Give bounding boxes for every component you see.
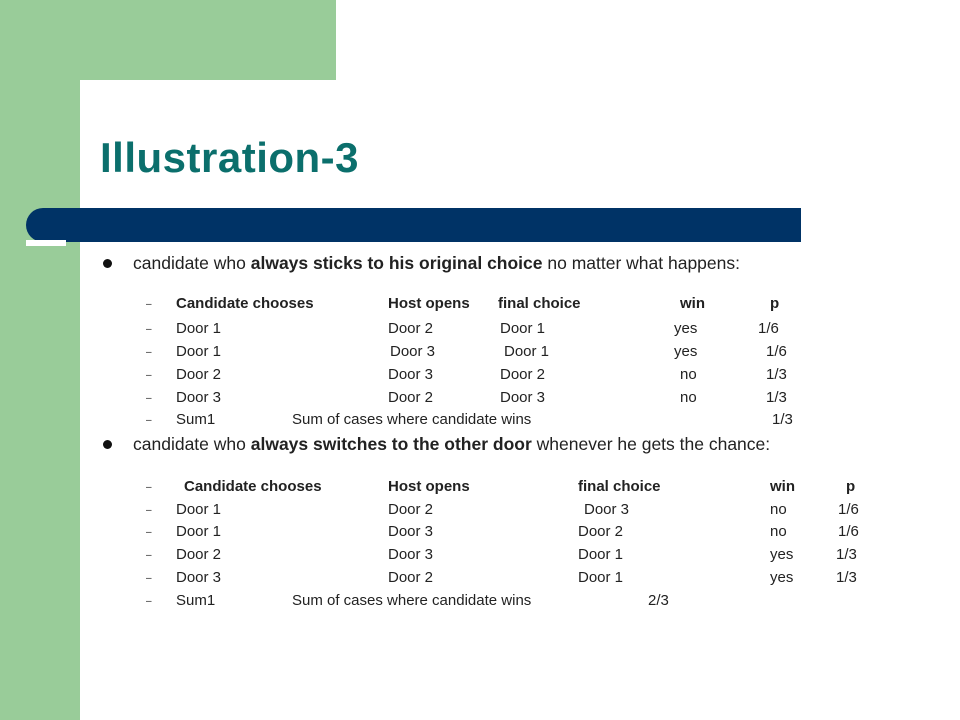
bullet-switch-strategy — [133, 434, 833, 454]
cell-host: Door 3 — [388, 366, 434, 383]
dash-marker: – — [146, 482, 152, 493]
cell-win: no — [770, 523, 787, 540]
cell-p: 1/3 — [836, 546, 857, 563]
cell-win: no — [770, 501, 787, 518]
dash-marker: – — [146, 393, 152, 404]
dash-marker: – — [146, 596, 152, 607]
cell-sum-label: Sum1 — [176, 592, 216, 609]
intro-emphasis: always switches to the other door — [250, 434, 532, 454]
cell-sum-value: 2/3 — [648, 592, 669, 609]
cell-p: 1/6 — [838, 523, 859, 540]
col-host-opens: Host opens — [388, 295, 470, 312]
col-win: win — [770, 478, 795, 495]
intro-text: candidate who — [133, 253, 251, 273]
table-row — [0, 366, 960, 386]
intro-emphasis: always sticks to his original choice — [250, 253, 543, 273]
cell-final: Door 3 — [500, 389, 546, 406]
cell-final: Door 1 — [578, 546, 624, 563]
table-row — [0, 320, 960, 340]
cell-candidate: Door 2 — [176, 366, 222, 383]
cell-sum-label: Sum1 — [176, 411, 216, 428]
cell-host: Door 2 — [388, 501, 434, 518]
cell-host: Door 2 — [388, 569, 434, 586]
title-divider-bar — [26, 208, 801, 242]
intro-text: candidate who — [133, 434, 251, 454]
divider-notch — [26, 240, 66, 246]
dash-marker: – — [146, 415, 152, 426]
cell-win: no — [680, 389, 697, 406]
cell-final: Door 2 — [500, 366, 546, 383]
table2-header — [0, 478, 960, 498]
col-final-choice: final choice — [498, 295, 581, 312]
cell-final: Door 1 — [578, 569, 624, 586]
cell-final: Door 1 — [500, 320, 546, 337]
cell-p: 1/6 — [838, 501, 859, 518]
col-p: p — [770, 295, 780, 312]
col-candidate-chooses: Candidate chooses — [176, 295, 314, 312]
cell-candidate: Door 2 — [176, 546, 222, 563]
cell-candidate: Door 1 — [176, 343, 222, 360]
dash-marker: – — [146, 347, 152, 358]
dash-marker: – — [146, 299, 152, 310]
dash-marker: – — [146, 505, 152, 516]
table-row — [0, 569, 960, 589]
col-candidate-chooses: Candidate chooses — [184, 478, 322, 495]
bullet-dot — [103, 440, 112, 449]
intro-text-end: no matter what happens: — [542, 253, 740, 273]
cell-final: Door 1 — [504, 343, 550, 360]
cell-win: yes — [770, 569, 794, 586]
cell-host: Door 3 — [388, 546, 434, 563]
table1-header — [0, 295, 960, 315]
cell-host: Door 3 — [388, 523, 434, 540]
cell-candidate: Door 1 — [176, 320, 222, 337]
cell-p: 1/3 — [766, 389, 787, 406]
table-row — [0, 523, 960, 543]
cell-final: Door 2 — [578, 523, 624, 540]
dash-marker: – — [146, 550, 152, 561]
col-p: p — [846, 478, 856, 495]
dash-marker: – — [146, 370, 152, 381]
cell-candidate: Door 3 — [176, 569, 222, 586]
bullet-dot — [103, 259, 112, 268]
cell-p: 1/6 — [758, 320, 779, 337]
cell-final: Door 3 — [584, 501, 630, 518]
dash-marker: – — [146, 527, 152, 538]
cell-candidate: Door 3 — [176, 389, 222, 406]
cell-sum-description: Sum of cases where candidate wins — [292, 592, 532, 609]
cell-host: Door 2 — [388, 389, 434, 406]
cell-win: yes — [674, 320, 698, 337]
slide-title: Illustration-3 — [100, 134, 360, 181]
cell-sum-value: 1/3 — [772, 411, 793, 428]
intro-text-end: whenever he gets the chance: — [531, 434, 771, 454]
table1-sum-row — [0, 411, 960, 431]
cell-candidate: Door 1 — [176, 523, 222, 540]
table-row — [0, 343, 960, 363]
cell-p: 1/3 — [836, 569, 857, 586]
cell-p: 1/6 — [766, 343, 787, 360]
cell-p: 1/3 — [766, 366, 787, 383]
table2-sum-row — [0, 592, 960, 612]
cell-host: Door 2 — [388, 320, 434, 337]
cell-host: Door 3 — [390, 343, 436, 360]
cell-sum-description: Sum of cases where candidate wins — [292, 411, 532, 428]
cell-win: yes — [674, 343, 698, 360]
table-row — [0, 501, 960, 521]
col-final-choice: final choice — [578, 478, 661, 495]
table-row — [0, 546, 960, 566]
dash-marker: – — [146, 573, 152, 584]
cell-win: yes — [770, 546, 794, 563]
col-host-opens: Host opens — [388, 478, 470, 495]
table-row — [0, 389, 960, 409]
cell-candidate: Door 1 — [176, 501, 222, 518]
cell-win: no — [680, 366, 697, 383]
dash-marker: – — [146, 324, 152, 335]
bullet-stick-strategy — [133, 253, 833, 273]
col-win: win — [680, 295, 705, 312]
top-green-block — [0, 0, 336, 80]
